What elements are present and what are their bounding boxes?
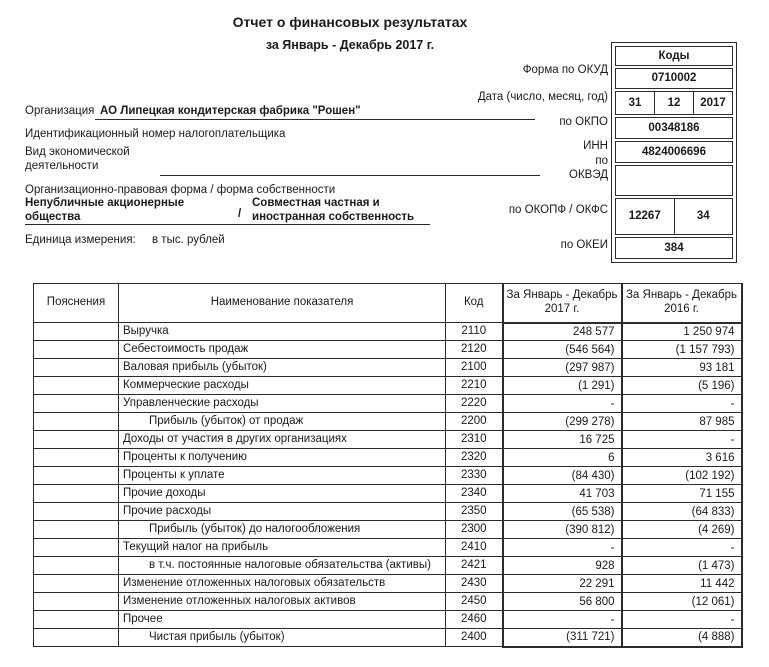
table-row	[34, 323, 742, 341]
explanations-cell	[34, 449, 119, 467]
table-row	[34, 593, 742, 611]
value-2017-cell: -	[503, 539, 622, 557]
explanations-cell	[34, 539, 119, 557]
value-2016-cell: (1 157 793)	[622, 341, 742, 359]
value-2016-cell: -	[622, 539, 742, 557]
okei-label: по ОКЕИ	[560, 239, 608, 251]
organization-value: АО Липецкая кондитерская фабрика "Рошен"	[100, 105, 361, 117]
value-2016-cell: 3 616	[622, 449, 742, 467]
explanations-cell	[34, 503, 119, 521]
okfs-code: 34	[674, 199, 733, 234]
value-2016-cell: 71 155	[622, 485, 742, 503]
okpo-label: по ОКПО	[559, 116, 608, 128]
inn-code: 4824006696	[615, 141, 733, 163]
value-2017-cell: 41 703	[503, 485, 622, 503]
explanations-cell	[34, 323, 119, 341]
explanations-cell	[34, 521, 119, 539]
table-row	[34, 629, 742, 647]
col-header-indicator: Наименование показателя	[119, 284, 446, 323]
code-cell: 2110	[446, 323, 503, 341]
table-row	[34, 431, 742, 449]
table-row	[34, 521, 742, 539]
indicator-name-cell: Выручка	[119, 323, 446, 341]
indicator-name-cell: Доходы от участия в других организациях	[119, 431, 446, 449]
okopf-code: 12267	[628, 210, 661, 223]
col-header-explanations: Пояснения	[34, 284, 119, 323]
table-row	[34, 557, 742, 575]
table-row	[34, 539, 742, 557]
code-cell: 2120	[446, 341, 503, 359]
value-2017-cell: 56 800	[503, 593, 622, 611]
value-2017-cell: (1 291)	[503, 377, 622, 395]
value-2016-cell: (4 269)	[622, 521, 742, 539]
title-block	[0, 14, 700, 53]
indicator-name-cell: Прочее	[119, 611, 446, 629]
explanations-cell	[34, 611, 119, 629]
explanations-cell	[34, 431, 119, 449]
page-title: Отчет о финансовых результатах	[232, 14, 468, 30]
value-2016-cell: -	[622, 395, 742, 413]
explanations-cell	[34, 629, 119, 647]
okopf-okfs-label: по ОКОПФ / ОКФС	[508, 204, 608, 216]
code-cell: 2421	[446, 557, 503, 575]
okud-code: 0710002	[615, 68, 733, 89]
value-2017-cell: (65 538)	[503, 503, 622, 521]
value-2016-cell: (64 833)	[622, 503, 742, 521]
code-cell: 2410	[446, 539, 503, 557]
value-2016-cell: 93 181	[622, 359, 742, 377]
codes-title: Коды	[615, 46, 733, 66]
legal-form-label: Организационно-правовая форма / форма собственности	[25, 184, 336, 196]
unit-label: Единица измерения:	[25, 234, 136, 246]
okopf-okfs-codes	[615, 198, 733, 235]
report-table-body	[34, 323, 742, 647]
explanations-cell	[34, 341, 119, 359]
value-2016-cell: (1 473)	[622, 557, 742, 575]
value-2017-cell: 6	[503, 449, 622, 467]
value-2017-cell: (546 564)	[503, 341, 622, 359]
indicator-name-cell: Проценты к получению	[119, 449, 446, 467]
table-row	[34, 575, 742, 593]
value-2017-cell: (311 721)	[503, 629, 622, 647]
code-cell: 2320	[446, 449, 503, 467]
okved-code	[615, 165, 733, 196]
table-row	[34, 467, 742, 485]
value-2017-cell: -	[503, 611, 622, 629]
okpo-code: 00348186	[615, 117, 733, 139]
date-label: Дата (число, месяц, год)	[477, 91, 608, 103]
indicator-name-cell: Валовая прибыль (убыток)	[119, 359, 446, 377]
table-row	[34, 359, 742, 377]
indicator-name-cell: Управленческие расходы	[119, 395, 446, 413]
value-2016-cell: 1 250 974	[622, 323, 742, 341]
value-2016-cell: 87 985	[622, 413, 742, 431]
table-row	[34, 341, 742, 359]
code-cell: 2100	[446, 359, 503, 377]
indicator-name-cell: Чистая прибыль (убыток)	[119, 629, 446, 647]
form-okud-label: Форма по ОКУД	[522, 64, 608, 76]
col-header-code: Код	[446, 284, 503, 323]
value-2017-cell: (84 430)	[503, 467, 622, 485]
explanations-cell	[34, 575, 119, 593]
value-2016-cell: -	[622, 611, 742, 629]
date-year: 2017	[693, 92, 732, 114]
explanations-cell	[34, 395, 119, 413]
value-2016-cell: -	[622, 431, 742, 449]
legal-form-value: Непубличные акционерные общества	[25, 197, 185, 224]
organization-label: Организация	[25, 105, 95, 117]
activity-underline	[160, 175, 540, 176]
value-2017-cell: (297 987)	[503, 359, 622, 377]
explanations-cell	[34, 593, 119, 611]
code-cell: 2350	[446, 503, 503, 521]
indicator-name-cell: Коммерческие расходы	[119, 377, 446, 395]
value-2017-cell: 22 291	[503, 575, 622, 593]
code-cell: 2310	[446, 431, 503, 449]
explanations-cell	[34, 359, 119, 377]
code-cell: 2200	[446, 413, 503, 431]
code-cell: 2460	[446, 611, 503, 629]
code-cell: 2450	[446, 593, 503, 611]
indicator-name-cell: Проценты к уплате	[119, 467, 446, 485]
code-cell: 2330	[446, 467, 503, 485]
okei-code: 384	[615, 237, 733, 259]
value-2017-cell: (390 812)	[503, 521, 622, 539]
value-2017-cell: 248 577	[503, 323, 622, 341]
indicator-name-cell: Прибыль (убыток) от продаж	[119, 413, 446, 431]
table-row	[34, 611, 742, 629]
table-row	[34, 503, 742, 521]
indicator-name-cell: Прочие доходы	[119, 485, 446, 503]
date-day: 31	[628, 96, 642, 109]
indicator-name-cell: Прочие расходы	[119, 503, 446, 521]
table-row	[34, 395, 742, 413]
value-2017-cell: 928	[503, 557, 622, 575]
indicator-name-cell: Изменение отложенных налоговых активов	[119, 593, 446, 611]
legal-form-underline	[25, 224, 430, 225]
value-2017-cell: 16 725	[503, 431, 622, 449]
value-2016-cell: (12 061)	[622, 593, 742, 611]
organization-underline	[95, 119, 535, 120]
code-cell: 2400	[446, 629, 503, 647]
table-header-row	[34, 284, 742, 323]
value-2016-cell: (5 196)	[622, 377, 742, 395]
date-month: 12	[654, 92, 693, 114]
table-row	[34, 413, 742, 431]
unit-value: в тыс. рублей	[152, 234, 225, 246]
indicator-name-cell: в т.ч. постоянные налоговые обязательства (активы)	[119, 557, 446, 575]
value-2016-cell: 11 442	[622, 575, 742, 593]
value-2017-cell: (299 278)	[503, 413, 622, 431]
inn-label: ИНН	[583, 140, 608, 152]
activity-label: Вид экономической деятельности	[25, 146, 130, 173]
code-cell: 2300	[446, 521, 503, 539]
table-row	[34, 449, 742, 467]
legal-form-slash: /	[238, 208, 242, 220]
okved-label: по ОКВЭД	[569, 155, 608, 181]
indicator-name-cell: Прибыль (убыток) до налогообложения	[119, 521, 446, 539]
explanations-cell	[34, 377, 119, 395]
value-2016-cell: (102 192)	[622, 467, 742, 485]
table-row	[34, 485, 742, 503]
code-cell: 2430	[446, 575, 503, 593]
value-2016-cell: (4 888)	[622, 629, 742, 647]
indicator-name-cell: Текущий налог на прибыль	[119, 539, 446, 557]
explanations-cell	[34, 467, 119, 485]
explanations-cell	[34, 413, 119, 431]
code-cell: 2340	[446, 485, 503, 503]
explanations-cell	[34, 485, 119, 503]
code-cell: 2220	[446, 395, 503, 413]
col-header-2017: За Январь - Декабрь 2017 г.	[503, 284, 622, 323]
code-cell: 2210	[446, 377, 503, 395]
col-header-2016: За Январь - Декабрь 2016 г.	[622, 284, 742, 323]
page-subtitle: за Январь - Декабрь 2017 г.	[265, 37, 435, 52]
indicator-name-cell: Себестоимость продаж	[119, 341, 446, 359]
value-2017-cell: -	[503, 395, 622, 413]
codes-box	[611, 42, 737, 263]
table-row	[34, 377, 742, 395]
explanations-cell	[34, 557, 119, 575]
report-table	[33, 283, 743, 648]
indicator-name-cell: Изменение отложенных налоговых обязательств	[119, 575, 446, 593]
ownership-value: Совместная частная и иностранная собственность	[252, 197, 415, 224]
date-code-cells	[615, 91, 733, 115]
taxpayer-id-label: Идентификационный номер налогоплательщика	[25, 128, 286, 140]
